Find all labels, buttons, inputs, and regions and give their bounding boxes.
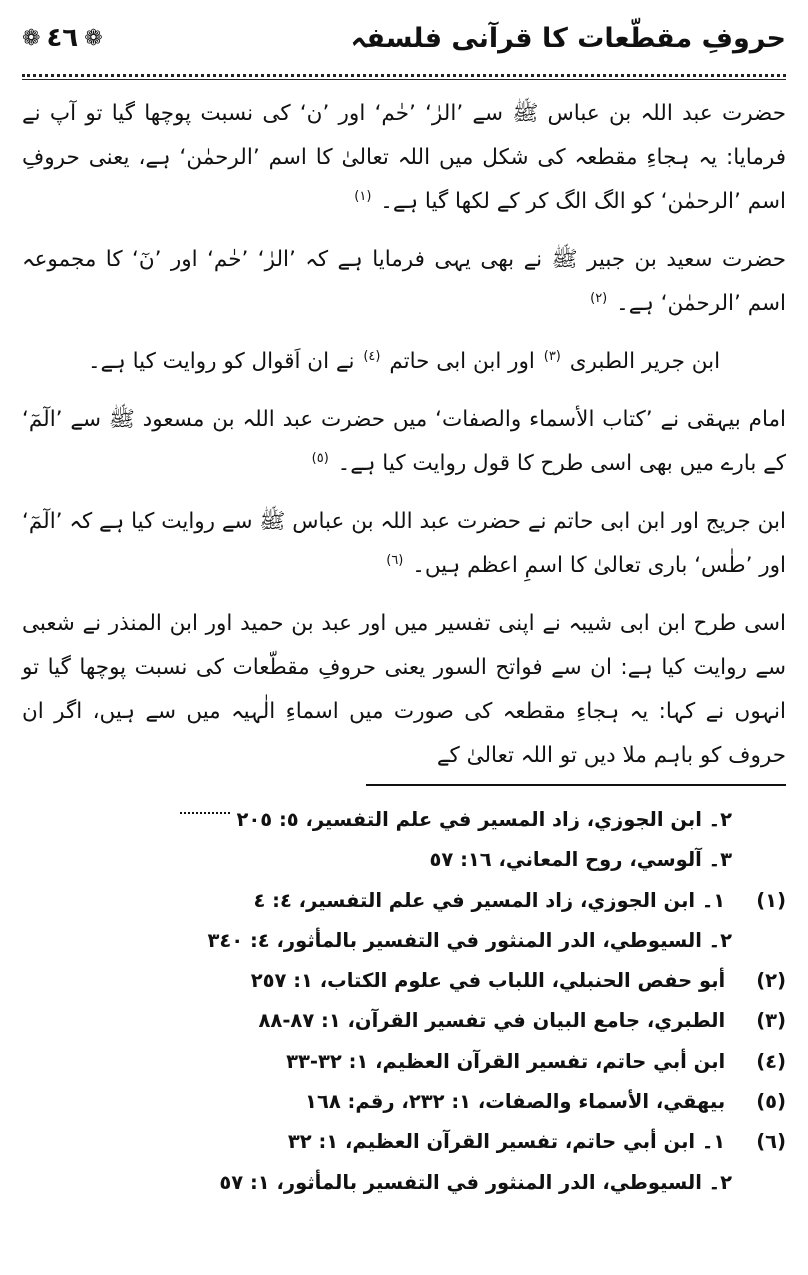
footnote-ref[interactable]: (٤)	[363, 348, 381, 364]
footnote-ref[interactable]: (٥)	[311, 450, 329, 466]
main-text	[22, 92, 786, 778]
footnote-line: ٢۔ السيوطي، الدر المنثور في التفسير بالمأثور، ١: ٥٧	[219, 1170, 732, 1194]
continuation-dots	[180, 800, 230, 814]
footnote-line: ٣۔ آلوسي، روح المعاني، ١٦: ٥٧	[429, 848, 732, 872]
footnote-ref[interactable]: (٢)	[590, 290, 608, 306]
paragraph-5: ابن جریج اور ابن ابی حاتم نے حضرت عبد اللہ بن عباس ﷺ سے روایت کیا ہے کہ ’الٓمٓ‘ اور ’طٰس‘ باری تعالیٰ کا اسمِ اعظم ہیں۔ $^{(٦)}$	[22, 509, 786, 578]
footnote-number: (٦)	[756, 1130, 786, 1154]
page-number-ornament	[22, 23, 103, 53]
footnote-line: ٢۔ ابن الجوزي، زاد المسير في علم التفسير، ٥: ٢٠٥	[22, 800, 786, 840]
footnote-line: (٢) أبو حفص الحنبلي، اللباب في علوم الكتاب، ١: ٢٥٧	[22, 961, 786, 1001]
paragraph-3: ابن جریر الطبری $^{(٣)}$ اور ابن ابی حاتم $^{(٤)}$ نے ان اَقوال کو روایت کیا ہے۔	[87, 348, 721, 374]
page-header	[22, 0, 786, 72]
footnote-separator	[366, 784, 786, 786]
ornament-right-icon: ❁	[84, 25, 103, 51]
footnote-number: (٣)	[756, 1009, 786, 1033]
running-title: حروفِ مقطّعات کا قرآنی فلسفہ	[350, 22, 786, 54]
ornament-left-icon: ❁	[22, 25, 41, 51]
footnote-line: (١) ١۔ ابن الجوزي، زاد المسير في علم التفسير، ٤: ٤	[22, 881, 786, 921]
footnote-line: (٤) ابن أبي حاتم، تفسير القرآن العظيم، ١: ٣٢-٣٣	[22, 1042, 786, 1082]
footnote-line: ٢۔ السيوطي، الدر المنثور في التفسير بالمأثور، ٤: ٣٤٠	[207, 928, 732, 952]
header-divider	[22, 74, 786, 80]
footnote-line: (٦) ١۔ ابن أبي حاتم، تفسير القرآن العظيم، ١: ٣٢	[22, 1122, 786, 1162]
footnote-line: (٣) الطبري، جامع البيان في تفسير القرآن، ١: ٨٧-٨٨	[22, 1001, 786, 1041]
footnote-ref[interactable]: (٣)	[543, 348, 561, 364]
footnote-number: (٢)	[756, 969, 786, 993]
footnote-number: (٥)	[756, 1090, 786, 1114]
footnote-number: (٤)	[756, 1049, 786, 1073]
footnote-number: (١)	[756, 888, 786, 912]
footnote-ref[interactable]: (٦)	[386, 552, 404, 568]
footnote-line: (٥) بيهقي، الأسماء والصفات، ١: ٢٣٢، رقم: ١٦٨	[22, 1082, 786, 1122]
paragraph-2: حضرت سعید بن جبیر ﷺ نے بھی یہی فرمایا ہے کہ ’الرٰ‘ ’حٰم‘ اور ’نٓ‘ کا مجموعہ اسم ’الرحمٰن‘ ہے۔ $^{(٢)}$	[22, 247, 786, 316]
page-number: ٤٦	[46, 23, 79, 53]
paragraph-4: امام بیہقی نے ’كتاب الأسماء والصفات‘ میں حضرت عبد اللہ بن مسعود ﷺ سے ’الٓمٓ‘ کے بارے میں بھی اسی طرح کا قول روایت کیا ہے۔ $^{(٥)}$	[22, 407, 786, 476]
footnotes	[22, 800, 786, 1203]
paragraph-6: اسی طرح ابن ابی شیبہ نے اپنی تفسیر میں اور عبد بن حمید اور ابن المنذر نے شعبی سے روایت کیا ہے: ان سے فواتح السور یعنی حروفِ مقطّعات کی نسبت پوچھا گیا تو انہوں نے کہا: یہ ہجاءِ مقطعہ کی صورت میں اسماءِ الٰہیہ میں سے ہیں، اگر ان حروف کو باہم ملا دیں تو اللہ تعالیٰ کے	[22, 611, 786, 768]
paragraph-1: حضرت عبد اللہ بن عباس ﷺ سے ’الرٰ‘ ’حٰم‘ اور ’ن‘ کی نسبت پوچھا گیا تو آپ نے فرمایا: یہ ہجاءِ مقطعہ کی شکل میں اللہ تعالیٰ کا اسم ’الرحمٰن‘ ہے، یعنی حروفِ اسم ’الرحمٰن‘ کو الگ الگ کر کے لکھا گیا ہے۔ $^{(١)}$	[22, 101, 786, 214]
footnote-ref[interactable]: (١)	[354, 188, 372, 204]
